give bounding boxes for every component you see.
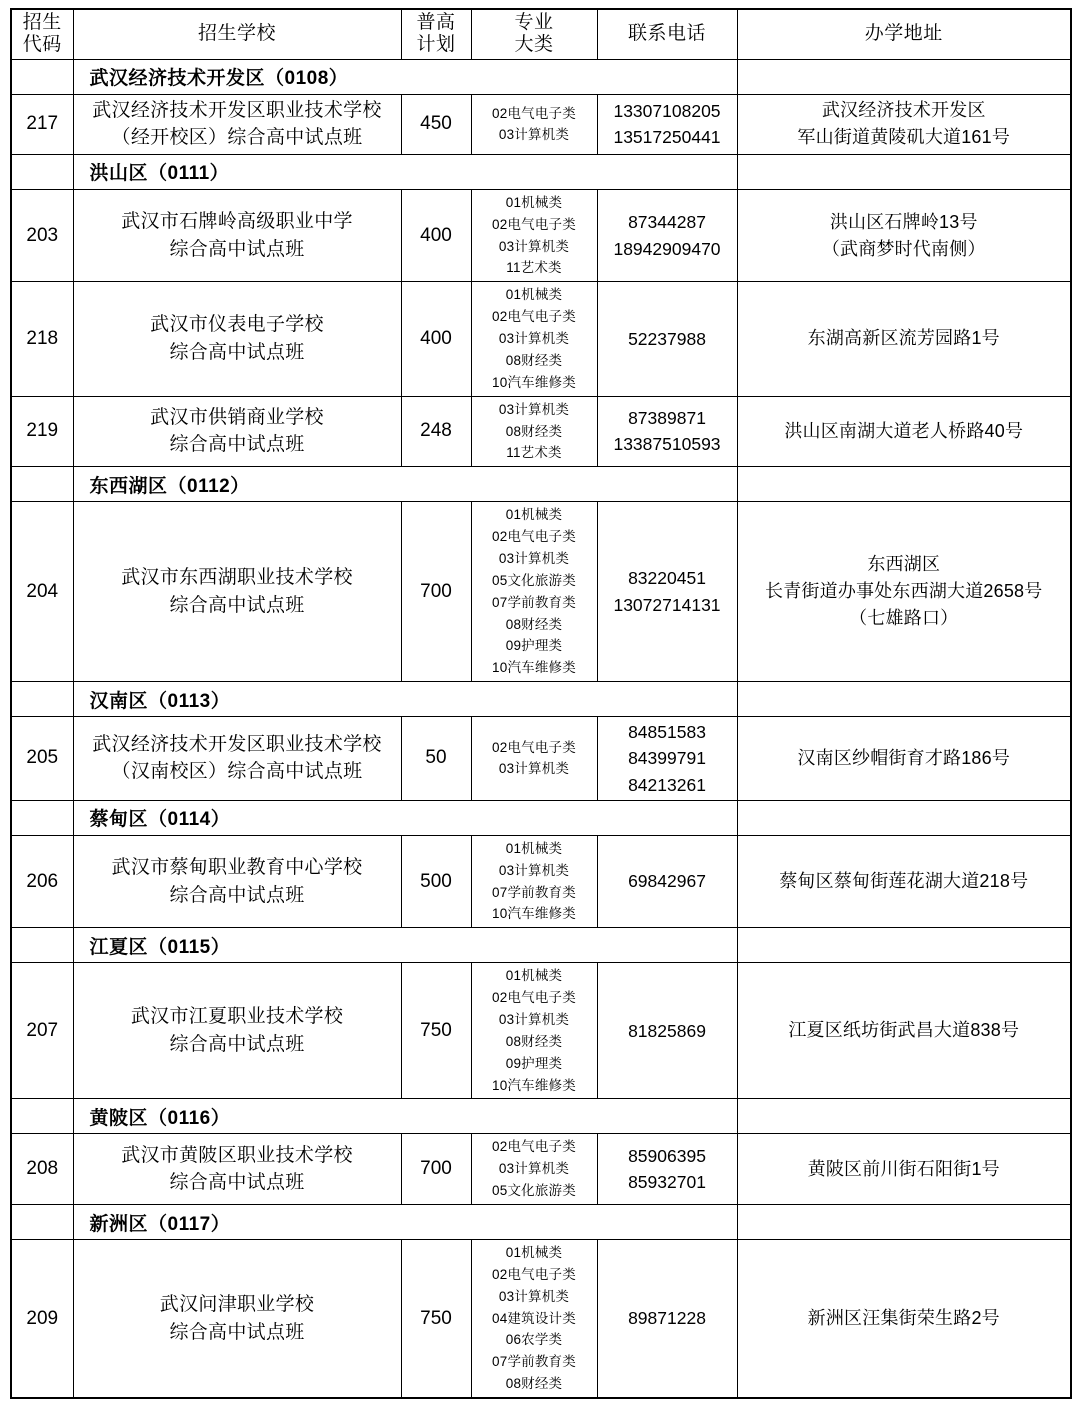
row-phones xyxy=(597,963,737,1099)
row-address xyxy=(737,963,1071,1099)
row-code: 205 xyxy=(11,717,73,801)
row-majors xyxy=(471,717,597,801)
row-school xyxy=(73,717,401,801)
header-code xyxy=(11,9,73,59)
header-code-line1: 招生 xyxy=(22,12,62,33)
phone-line: 81825869 xyxy=(628,1020,706,1041)
address-line: 新洲区汪集街荣生路2号 xyxy=(807,1308,1000,1329)
major-line: 02电气电子类 xyxy=(492,216,576,232)
school-line: 综合高中试点班 xyxy=(169,341,305,363)
row-majors xyxy=(471,189,597,281)
major-line: 07学前教育类 xyxy=(492,1354,576,1370)
school-line: 综合高中试点班 xyxy=(169,594,305,616)
row-majors xyxy=(471,396,597,467)
row-phones xyxy=(597,717,737,801)
district-code-blank xyxy=(11,800,73,835)
phone-line: 83220451 xyxy=(628,568,706,589)
row-plan: 500 xyxy=(401,835,471,927)
major-line: 02电气电子类 xyxy=(492,1266,576,1282)
table-row xyxy=(11,502,1071,682)
school-line: （经开校区）综合高中试点班 xyxy=(111,127,363,149)
row-phones xyxy=(597,94,737,154)
district-address-blank xyxy=(737,800,1071,835)
row-plan: 400 xyxy=(401,282,471,396)
phone-line: 87389871 xyxy=(628,408,706,429)
row-address xyxy=(737,717,1071,801)
district-group-row xyxy=(11,1099,1071,1134)
district-address-blank xyxy=(737,1205,1071,1240)
header-school xyxy=(73,9,401,59)
major-line: 08财经类 xyxy=(505,423,563,439)
major-line: 04建筑设计类 xyxy=(492,1310,576,1326)
phone-line: 84213261 xyxy=(628,774,706,795)
header-plan xyxy=(401,9,471,59)
row-school xyxy=(73,1134,401,1205)
row-phones xyxy=(597,282,737,396)
phone-line: 69842967 xyxy=(628,871,706,892)
major-line: 02电气电子类 xyxy=(492,990,576,1006)
row-plan: 700 xyxy=(401,502,471,682)
row-majors xyxy=(471,1134,597,1205)
school-line: 综合高中试点班 xyxy=(169,884,305,906)
row-code: 209 xyxy=(11,1240,73,1399)
row-plan: 700 xyxy=(401,1134,471,1205)
row-school xyxy=(73,189,401,281)
district-code-blank xyxy=(11,467,73,502)
row-phones xyxy=(597,189,737,281)
major-line: 03计算机类 xyxy=(498,862,570,878)
district-name: 汉南区（0113） xyxy=(73,682,737,717)
district-code-blank xyxy=(11,154,73,189)
row-address xyxy=(737,1134,1071,1205)
phone-line: 84851583 xyxy=(628,722,706,743)
row-address xyxy=(737,94,1071,154)
school-line: 综合高中试点班 xyxy=(169,1033,305,1055)
major-line: 05文化旅游类 xyxy=(492,1183,576,1199)
major-line: 02电气电子类 xyxy=(492,105,576,121)
district-address-blank xyxy=(737,682,1071,717)
major-line: 11艺术类 xyxy=(506,445,562,461)
table-row xyxy=(11,1240,1071,1399)
major-line: 10汽车维修类 xyxy=(492,906,576,922)
header-code-line2: 代码 xyxy=(22,34,62,56)
major-line: 03计算机类 xyxy=(498,1012,570,1027)
address-line: 东湖高新区流芳园路1号 xyxy=(807,328,1000,349)
row-school xyxy=(73,396,401,467)
major-line: 10汽车维修类 xyxy=(492,1077,576,1093)
district-name: 黄陂区（0116） xyxy=(73,1099,737,1134)
district-code-blank xyxy=(11,1099,73,1134)
row-phones xyxy=(597,502,737,682)
row-majors xyxy=(471,502,597,682)
table-row xyxy=(11,835,1071,927)
row-code: 203 xyxy=(11,189,73,281)
major-line: 09护理类 xyxy=(505,638,563,654)
district-group-row xyxy=(11,800,1071,835)
address-line: 武汉经济技术开发区 xyxy=(821,100,986,121)
district-group-row xyxy=(11,928,1071,963)
header-phone-line1: 联系电话 xyxy=(627,23,706,45)
row-address xyxy=(737,502,1071,682)
header-address xyxy=(737,9,1071,59)
school-line: 综合高中试点班 xyxy=(169,1321,305,1343)
address-line: 军山街道黄陵矶大道161号 xyxy=(797,127,1011,148)
major-line: 01机械类 xyxy=(505,1245,563,1261)
district-name: 江夏区（0115） xyxy=(73,928,737,963)
district-code-blank xyxy=(11,928,73,963)
phone-line: 87344287 xyxy=(628,212,706,233)
district-address-blank xyxy=(737,928,1071,963)
major-line: 08财经类 xyxy=(505,1033,563,1049)
row-majors xyxy=(471,94,597,154)
table-row xyxy=(11,189,1071,281)
row-code: 204 xyxy=(11,502,73,682)
major-line: 08财经类 xyxy=(505,1376,563,1392)
header-major xyxy=(471,9,597,59)
table-row xyxy=(11,1134,1071,1205)
major-line: 02电气电子类 xyxy=(492,529,576,545)
major-line: 10汽车维修类 xyxy=(492,660,576,676)
row-code: 219 xyxy=(11,396,73,467)
major-line: 03计算机类 xyxy=(498,1288,570,1304)
row-plan: 750 xyxy=(401,963,471,1099)
header-phone xyxy=(597,9,737,59)
header-school-line1: 招生学校 xyxy=(197,23,276,45)
school-line: 综合高中试点班 xyxy=(169,434,305,456)
table-row xyxy=(11,94,1071,154)
district-group-row xyxy=(11,154,1071,189)
address-line: 蔡甸区蔡甸街莲花湖大道218号 xyxy=(779,871,1029,892)
header-major-line2: 大类 xyxy=(514,34,554,56)
major-line: 02电气电子类 xyxy=(492,1139,576,1155)
district-name: 洪山区（0111） xyxy=(73,154,737,189)
school-line: 武汉市黄陂区职业技术学校 xyxy=(121,1144,353,1166)
row-phones xyxy=(597,835,737,927)
school-line: 综合高中试点班 xyxy=(169,1172,305,1194)
address-line: 汉南区纱帽街育才路186号 xyxy=(797,747,1011,768)
row-code: 217 xyxy=(11,94,73,154)
row-majors xyxy=(471,282,597,396)
district-group-row xyxy=(11,467,1071,502)
address-line: 洪山区石牌岭13号 xyxy=(829,211,978,232)
table-row xyxy=(11,963,1071,1099)
row-address xyxy=(737,189,1071,281)
major-line: 03计算机类 xyxy=(498,238,570,254)
row-plan: 50 xyxy=(401,717,471,801)
major-line: 07学前教育类 xyxy=(492,594,576,610)
address-line: （武商梦时代南侧） xyxy=(821,238,986,259)
header-address-line1: 办学地址 xyxy=(864,23,943,45)
row-plan: 248 xyxy=(401,396,471,467)
address-line: 东西湖区 xyxy=(867,554,941,575)
row-address xyxy=(737,282,1071,396)
district-address-blank xyxy=(737,59,1071,94)
row-school xyxy=(73,835,401,927)
school-line: 综合高中试点班 xyxy=(169,238,305,260)
row-plan: 750 xyxy=(401,1240,471,1399)
phone-line: 85932701 xyxy=(628,1172,706,1193)
major-line: 01机械类 xyxy=(505,840,563,856)
district-name: 东西湖区（0112） xyxy=(73,467,737,502)
district-code-blank xyxy=(11,1205,73,1240)
major-line: 03计算机类 xyxy=(498,401,570,417)
major-line: 07学前教育类 xyxy=(492,884,576,900)
major-line: 11艺术类 xyxy=(506,260,562,276)
district-address-blank xyxy=(737,467,1071,502)
district-name: 武汉经济技术开发区（0108） xyxy=(73,59,737,94)
row-majors xyxy=(471,835,597,927)
header-plan-line2: 计划 xyxy=(416,34,456,56)
district-group-row xyxy=(11,59,1071,94)
school-line: （汉南校区）综合高中试点班 xyxy=(111,761,363,783)
row-code: 207 xyxy=(11,963,73,1099)
district-name: 新洲区（0117） xyxy=(73,1205,737,1240)
row-school xyxy=(73,94,401,154)
table-header xyxy=(11,9,1071,59)
header-major-line1: 专业 xyxy=(514,12,554,33)
phone-line: 89871228 xyxy=(628,1308,706,1329)
table-row xyxy=(11,282,1071,396)
major-line: 03计算机类 xyxy=(498,1161,570,1177)
row-majors xyxy=(471,963,597,1099)
school-line: 武汉市石牌岭高级职业中学 xyxy=(121,211,353,233)
header-plan-line1: 普高 xyxy=(416,12,456,33)
major-line: 01机械类 xyxy=(505,194,563,210)
row-school xyxy=(73,963,401,1099)
major-line: 03计算机类 xyxy=(498,550,570,566)
row-phones xyxy=(597,1240,737,1399)
major-line: 03计算机类 xyxy=(498,761,570,777)
district-address-blank xyxy=(737,154,1071,189)
address-line: 江夏区纸坊街武昌大道838号 xyxy=(788,1020,1020,1041)
table-row xyxy=(11,396,1071,467)
major-line: 05文化旅游类 xyxy=(492,572,576,588)
row-address xyxy=(737,1240,1071,1399)
phone-line: 52237988 xyxy=(628,328,706,349)
row-phones xyxy=(597,1134,737,1205)
school-line: 武汉经济技术开发区职业技术学校 xyxy=(92,733,382,755)
phone-line: 13517250441 xyxy=(613,127,721,148)
phone-line: 85906395 xyxy=(628,1145,706,1166)
address-line: 洪山区南湖大道老人桥路40号 xyxy=(784,420,1024,441)
major-line: 01机械类 xyxy=(505,287,563,303)
major-line: 08财经类 xyxy=(505,352,563,368)
address-line: （七雄路口） xyxy=(849,608,959,629)
phone-line: 13072714131 xyxy=(613,594,721,615)
major-line: 01机械类 xyxy=(505,507,563,523)
row-code: 206 xyxy=(11,835,73,927)
major-line: 08财经类 xyxy=(505,616,563,632)
row-school xyxy=(73,502,401,682)
enrollment-table xyxy=(10,8,1072,1399)
district-group-row xyxy=(11,1205,1071,1240)
row-school xyxy=(73,282,401,396)
table-row xyxy=(11,717,1071,801)
major-line: 03计算机类 xyxy=(498,331,570,347)
phone-line: 18942909470 xyxy=(613,238,721,259)
address-line: 长青街道办事处东西湖大道2658号 xyxy=(765,581,1043,602)
phone-line: 13387510593 xyxy=(613,434,721,455)
school-line: 武汉市仪表电子学校 xyxy=(150,314,324,336)
major-line: 09护理类 xyxy=(505,1055,563,1071)
school-line: 武汉市蔡甸职业教育中心学校 xyxy=(111,857,363,879)
row-majors xyxy=(471,1240,597,1399)
row-plan: 450 xyxy=(401,94,471,154)
row-address xyxy=(737,396,1071,467)
header-row xyxy=(11,9,1071,59)
row-plan: 400 xyxy=(401,189,471,281)
major-line: 03计算机类 xyxy=(498,127,570,143)
major-line: 01机械类 xyxy=(505,968,563,984)
phone-line: 84399791 xyxy=(628,748,706,769)
district-code-blank xyxy=(11,682,73,717)
phone-line: 13307108205 xyxy=(613,101,721,122)
school-line: 武汉市供销商业学校 xyxy=(150,406,324,428)
district-code-blank xyxy=(11,59,73,94)
school-line: 武汉经济技术开发区职业技术学校 xyxy=(92,99,382,121)
row-address xyxy=(737,835,1071,927)
row-school xyxy=(73,1240,401,1399)
district-name: 蔡甸区（0114） xyxy=(73,800,737,835)
table-body xyxy=(11,59,1071,1398)
row-phones xyxy=(597,396,737,467)
school-line: 武汉问津职业学校 xyxy=(159,1293,315,1315)
address-line: 黄陂区前川街石阳街1号 xyxy=(807,1158,1000,1179)
district-group-row xyxy=(11,682,1071,717)
school-line: 武汉市东西湖职业技术学校 xyxy=(121,567,353,589)
major-line: 10汽车维修类 xyxy=(492,374,576,390)
major-line: 02电气电子类 xyxy=(492,739,576,755)
row-code: 208 xyxy=(11,1134,73,1205)
major-line: 06农学类 xyxy=(505,1332,563,1348)
district-address-blank xyxy=(737,1099,1071,1134)
major-line: 02电气电子类 xyxy=(492,309,576,325)
row-code: 218 xyxy=(11,282,73,396)
school-line: 武汉市江夏职业技术学校 xyxy=(130,1006,344,1028)
